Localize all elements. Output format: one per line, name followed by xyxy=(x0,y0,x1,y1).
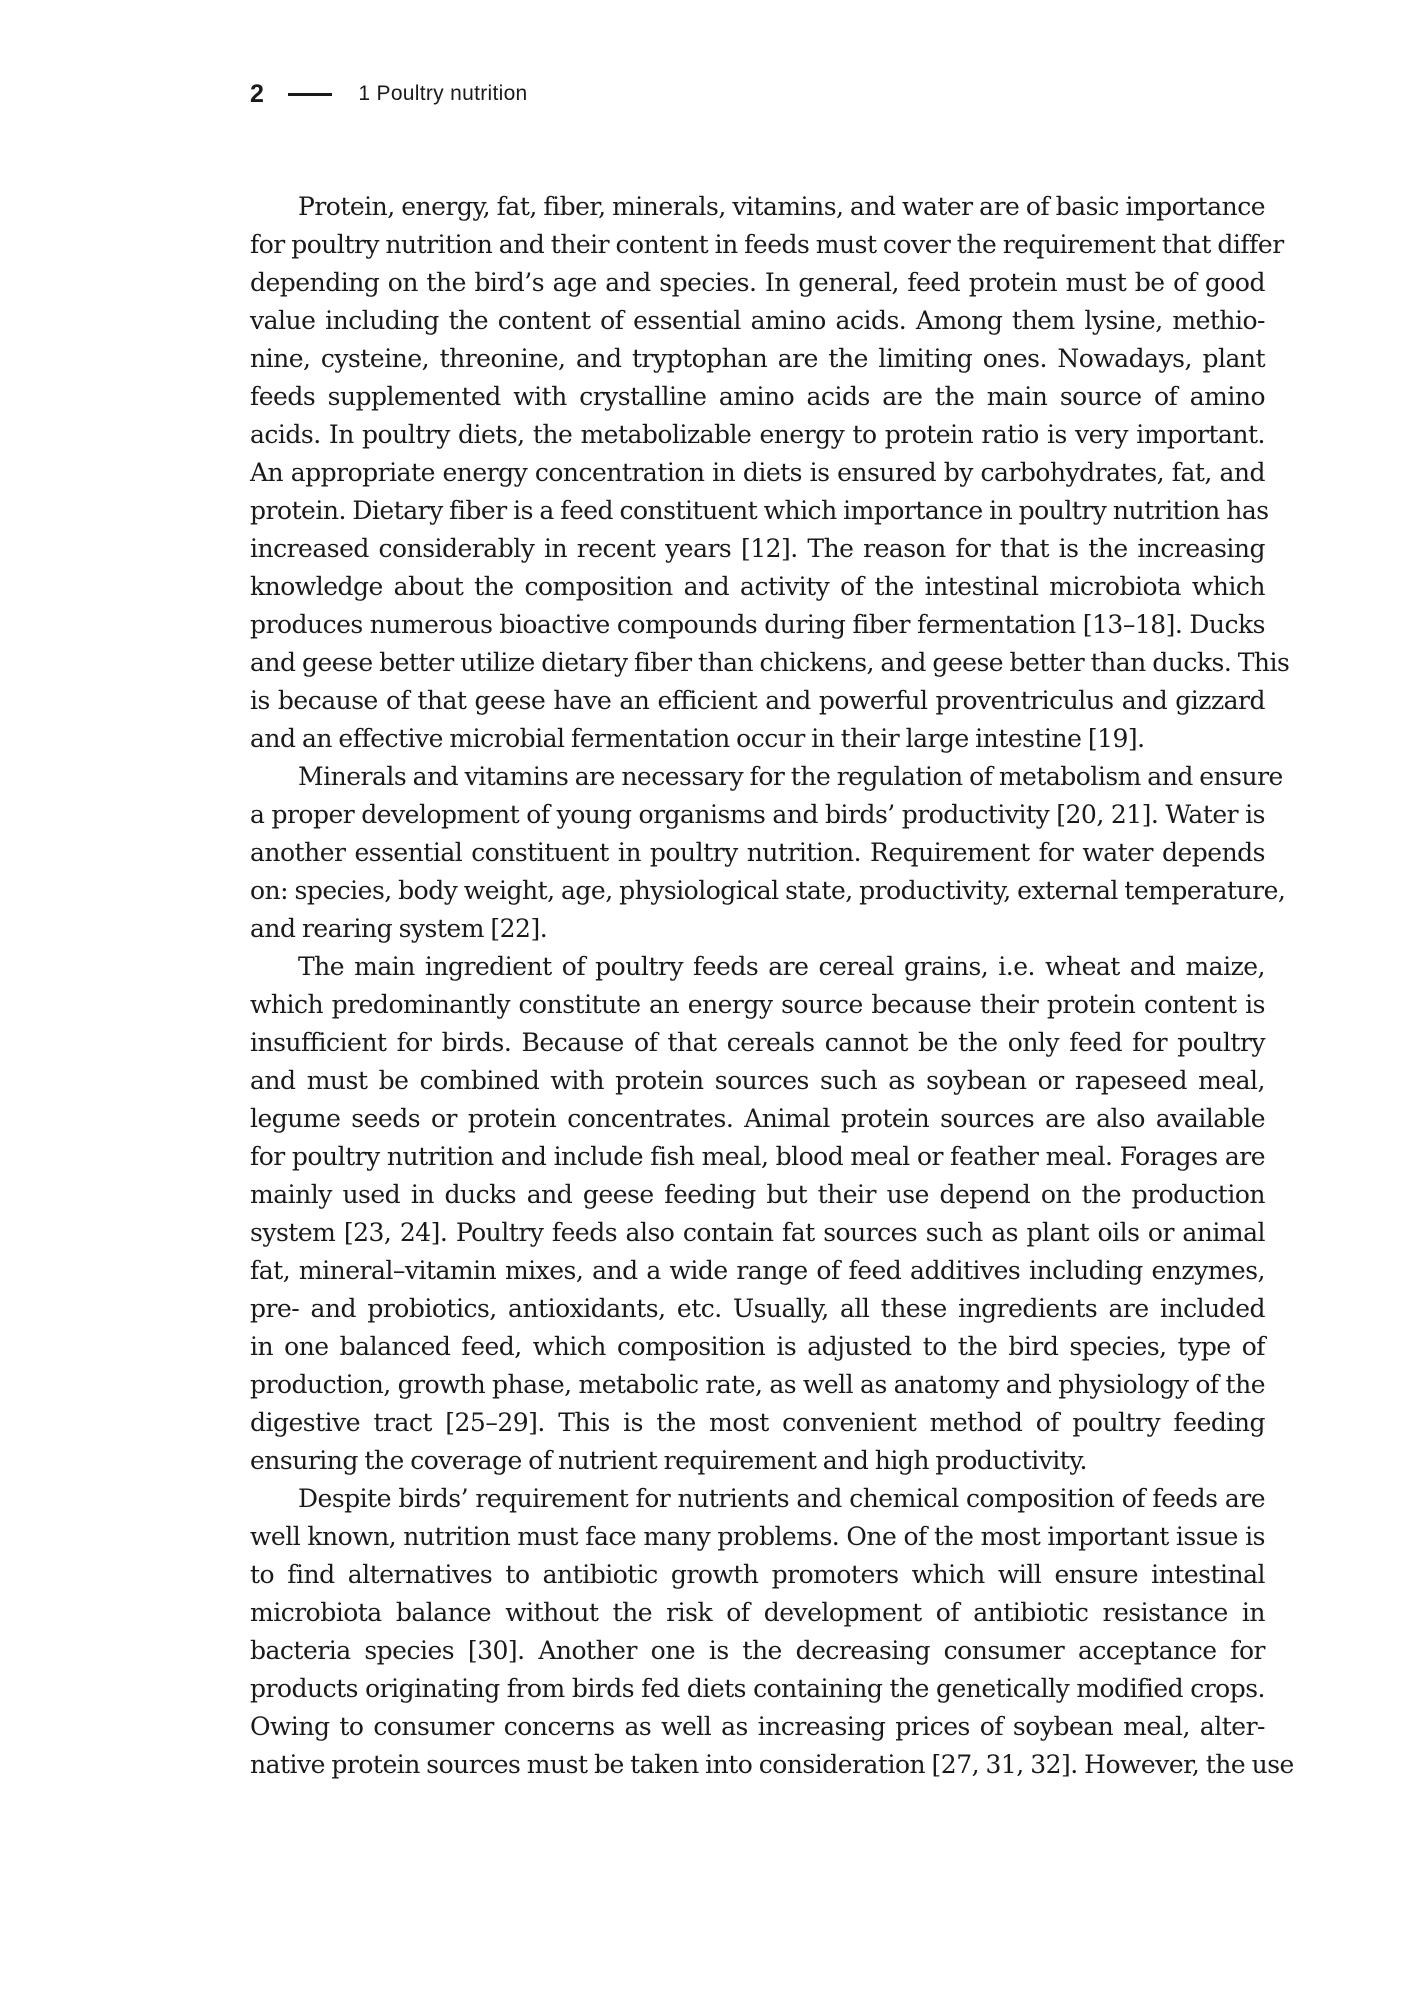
text-line: and must be combined with protein sources such as soybean or rapeseed meal, xyxy=(250,1066,1265,1095)
text-line: on: species, body weight, age, physiological state, productivity, external temperature, xyxy=(250,876,1286,905)
page-number: 2 xyxy=(250,79,265,108)
text-line: digestive tract [25–29]. This is the most convenient method of poultry feeding xyxy=(250,1408,1265,1437)
text-line: another essential constituent in poultry nutrition. Requirement for water depends xyxy=(250,838,1265,867)
text-line: depending on the bird’s age and species. In general, feed protein must be of good xyxy=(250,268,1265,297)
text-line: and geese better utilize dietary fiber than chickens, and geese better than ducks. This xyxy=(250,648,1290,677)
text-line: is because of that geese have an efficient and powerful proventriculus and gizzard xyxy=(250,686,1265,715)
header-rule xyxy=(288,93,332,96)
text-line: protein. Dietary fiber is a feed constituent which importance in poultry nutrition has xyxy=(250,496,1269,525)
text-line: pre- and probiotics, antioxidants, etc. Usually, all these ingredients are included xyxy=(250,1294,1265,1323)
text-line: insufficient for birds. Because of that cereals cannot be the only feed for poultry xyxy=(250,1028,1265,1057)
paragraph xyxy=(250,1480,1294,1784)
text-line: and an effective microbial fermentation occur in their large intestine [19]. xyxy=(250,724,1145,753)
body-text xyxy=(250,188,1294,1784)
text-line: fat, mineral–vitamin mixes, and a wide range of feed additives including enzymes, xyxy=(250,1256,1265,1285)
paragraph xyxy=(250,758,1286,948)
text-line: ensuring the coverage of nutrient requirement and high productivity. xyxy=(250,1446,1087,1475)
text-line: bacteria species [30]. Another one is the decreasing consumer acceptance for xyxy=(250,1636,1265,1665)
text-line: The main ingredient of poultry feeds are cereal grains, i.e. wheat and maize, xyxy=(298,952,1265,981)
text-line: Despite birds’ requirement for nutrients and chemical composition of feeds are xyxy=(298,1484,1265,1513)
text-line: a proper development of young organisms and birds’ productivity [20, 21]. Water is xyxy=(250,800,1265,829)
text-line: which predominantly constitute an energy source because their protein content is xyxy=(250,990,1265,1019)
text-line: microbiota balance without the risk of development of antibiotic resistance in xyxy=(250,1598,1265,1627)
text-line: Owing to consumer concerns as well as increasing prices of soybean meal, alter- xyxy=(250,1712,1265,1741)
text-line: production, growth phase, metabolic rate, as well as anatomy and physiology of the xyxy=(250,1370,1265,1399)
text-line: value including the content of essential amino acids. Among them lysine, methio- xyxy=(250,306,1265,335)
text-line: Minerals and vitamins are necessary for the regulation of metabolism and ensure xyxy=(298,762,1283,791)
text-line: native protein sources must be taken into consideration [27, 31, 32]. However, the use xyxy=(250,1750,1294,1779)
text-line: feeds supplemented with crystalline amino acids are the main source of amino xyxy=(250,382,1265,411)
paragraph xyxy=(250,948,1265,1480)
text-line: acids. In poultry diets, the metabolizable energy to protein ratio is very important. xyxy=(250,420,1265,449)
text-line: in one balanced feed, which composition is adjusted to the bird species, type of xyxy=(250,1332,1265,1361)
text-line: products originating from birds fed diets containing the genetically modified crops. xyxy=(250,1674,1265,1703)
text-line: increased considerably in recent years [12]. The reason for that is the increasing xyxy=(250,534,1265,563)
text-line: Protein, energy, fat, fiber, minerals, vitamins, and water are of basic importance xyxy=(298,192,1265,221)
running-head xyxy=(250,78,528,110)
text-line: system [23, 24]. Poultry feeds also contain fat sources such as plant oils or animal xyxy=(250,1218,1265,1247)
text-line: An appropriate energy concentration in diets is ensured by carbohydrates, fat, and xyxy=(250,458,1265,487)
text-line: and rearing system [22]. xyxy=(250,914,548,943)
text-line: nine, cysteine, threonine, and tryptophan are the limiting ones. Nowadays, plant xyxy=(250,344,1265,373)
text-line: knowledge about the composition and activity of the intestinal microbiota which xyxy=(250,572,1265,601)
text-line: for poultry nutrition and include fish meal, blood meal or feather meal. Forages are xyxy=(250,1142,1265,1171)
paragraph xyxy=(250,188,1290,758)
text-line: for poultry nutrition and their content in feeds must cover the requirement that differ xyxy=(250,230,1284,259)
text-line: legume seeds or protein concentrates. Animal protein sources are also available xyxy=(250,1104,1265,1133)
text-line: mainly used in ducks and geese feeding but their use depend on the production xyxy=(250,1180,1265,1209)
chapter-title: 1 Poultry nutrition xyxy=(358,82,528,105)
text-line: well known, nutrition must face many problems. One of the most important issue is xyxy=(250,1522,1265,1551)
text-line: to find alternatives to antibiotic growth promoters which will ensure intestinal xyxy=(250,1560,1265,1589)
text-line: produces numerous bioactive compounds during fiber fermentation [13–18]. Ducks xyxy=(250,610,1265,639)
